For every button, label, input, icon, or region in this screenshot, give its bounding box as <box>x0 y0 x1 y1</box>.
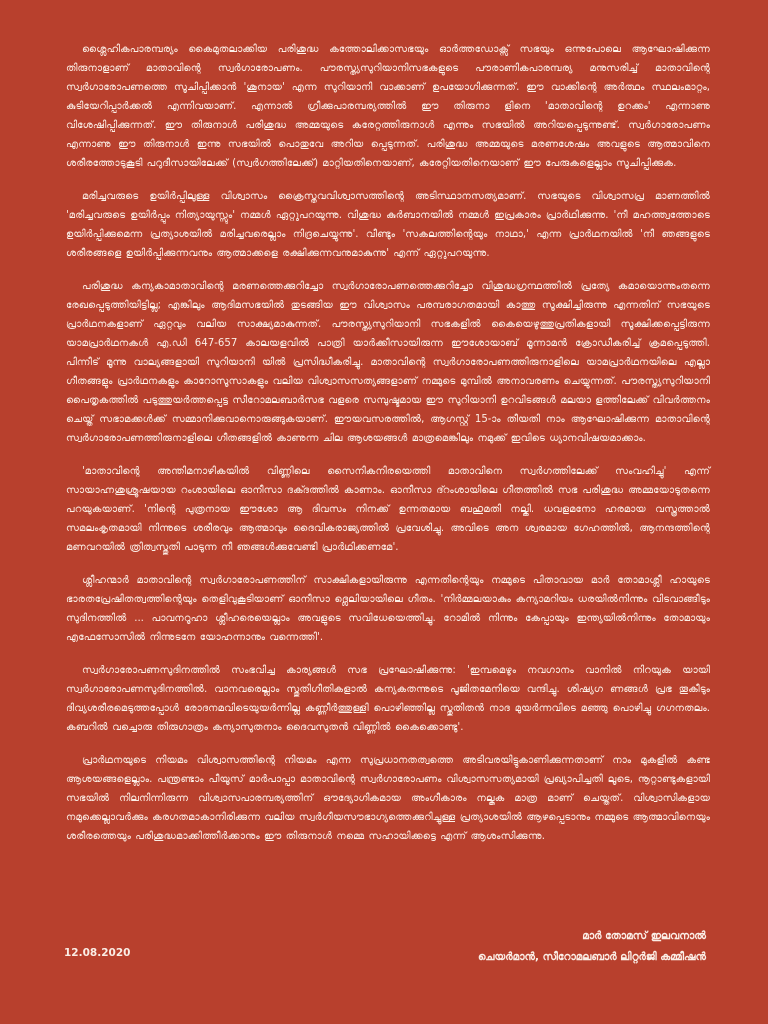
signatory-title: ചെയർമാൻ, സീറോമലബാർ ലിറ്റർജി കമ്മീഷൻ <box>477 951 706 963</box>
signature-block <box>478 926 706 968</box>
article-paragraph: പ്രാർഥനയുടെ നിയമം വിശ്വാസത്തിന്റെ നിയമം എന്ന സുപ്രധാനതത്വത്തെ അടിവരയിട്ടുകാണിക്കുന്നതാണ് നാം മുകളിൽ കണ്ട ആശയങ്ങളെല്ലാം. പന്ത്രണ്ടാം പീയൂസ് മാർപാപ്പാ മാതാവിന്റെ സ്വർഗാരോപണം വിശ്വാസസത്യമായി പ്രഖ്യാപിച്ചതി ലൂടെ, നൂറ്റാണ്ടുകളായി സഭയിൽ നിലനിന്നിരുന്ന വിശ്വാസപാരമ്പര്യത്തിന് ഔദ്യോഗികമായ അംഗീകാരം നല്കുക മാത്ര മാണ് ചെയ്തത്. വിശ്വാസികളായ നമുക്കെല്ലാവർക്കും കരഗതമാകാനിരിക്കുന്ന വലിയ സ്വർഗീയസൗഭാഗ്യത്തെക്കുറിച്ചുള്ള പ്രത്യാശയിൽ ആഴപ്പെടാനും നമ്മുടെ ആത്മാവിനെയും ശരീരത്തെയും പരിശുദ്ധമാക്കിത്തീർക്കാനും ഈ തിരുനാൾ നമ്മെ സഹായിക്കട്ടെ എന്ന് ആശംസിക്കുന്നു. <box>66 755 710 842</box>
article-paragraph: 'മാതാവിന്റെ അന്തിമനാഴികയിൽ വിണ്ണിലെ സൈനികനിരയെത്തി മാതാവിനെ സ്വർഗത്തിലേക്ക് സംവഹിച്ചു' എന്ന് സായാഹ്നശുശ്രൂഷയായ റംശായിലെ ഓനീസാ ദക്ദത്തിൽ കാണാം. ഓനീസാ ദ്റംശായിലെ ഗീതത്തിൽ സഭ പരിശുദ്ധ അമ്മയോടുതന്നെ പറയുകയാണ്. 'നിന്റെ പുത്രനായ ഈശോ ആ ദിവസം നിനക്ക് ഉന്നതമായ ബഹുമതി നല്കി. ധവളമനോ ഹരമായ വസ്ത്രത്താൽ സമലംകൃതമായി നിന്നുടെ ശരീരവും ആത്മാവും ദൈവികരാജ്യത്തിൽ പ്രവേശിച്ചു. അവിടെ അന ശ്വരമായ ഗേഹത്തിൽ, ആനന്ദത്തിന്റെ മണവറയിൽ ത്രിത്വസ്തുതി പാടുന്ന നീ ഞങ്ങൾക്കുവേണ്ടി പ്രാർഥിക്കണമേ'. <box>66 466 710 553</box>
document-date: 12.08.2020 <box>64 947 131 959</box>
article-paragraph: ശ്ലൈഹികപാരമ്പര്യം കൈമുതലാക്കിയ പരിശുദ്ധ കത്തോലിക്കാസഭയും ഓർത്തഡോക്സ് സഭയും ഒന്നുപോലെ ആഘോഷിക്കുന്ന തിരുനാളാണ് മാതാവിന്റെ സ്വർഗാരോപണം. പൗരസ്ത്യസുറിയാനിസഭകളുടെ പൗരാണികപാരമ്പര്യ മനുസരിച്ച് മാതാവിന്റെ സ്വർഗാരോപണത്തെ സൂചിപ്പിക്കാൻ 'ശൂനായ' എന്ന സുറിയാനി വാക്കാണ് ഉപയോഗിക്കുന്നത്. ഈ വാക്കിന്റെ അർത്ഥം സ്ഥലംമാറ്റം, കുടിയേറിപ്പാർക്കൽ എന്നിവയാണ്. എന്നാൽ ഗ്രീക്കുപാരമ്പര്യത്തിൽ ഈ തിരുനാ ളിനെ 'മാതാവിന്റെ ഉറക്കം' എന്നാണു വിശേഷിപ്പിക്കുന്നത്. ഈ തിരുനാൾ പരിശുദ്ധ അമ്മയുടെ കരേറ്റത്തിരുനാൾ എന്നും സഭയിൽ അറിയപ്പെടുന്നുണ്ട്. സ്വർഗാരോപണം എന്നാണു ഈ തിരുനാൾ ഇന്നു സഭയിൽ പൊതുവേ അറിയ പ്പെടുന്നത്. പരിശുദ്ധ അമ്മയുടെ മരണശേഷം അവളുടെ ആത്മാവിനെ ശരീരത്തോടുകൂടി പറുദീസായിലേക്ക് (സ്വർഗത്തിലേക്ക്) മാറ്റിയതിനെയാണ്, കരേറ്റിയതിനെയാണ് ഈ പേരുകളെല്ലാം സൂചിപ്പിക്കുക. <box>66 44 710 169</box>
signatory-name: മാർ തോമസ് ഇലവനാൽ <box>582 930 706 942</box>
article-paragraph: ശ്ലീഹന്മാർ മാതാവിന്റെ സ്വർഗാരോപണത്തിന് സാക്ഷികളായിരുന്നു എന്നതിന്റെയും നമ്മുടെ പിതാവായ മാർ തോമാശ്ലീ ഹായുടെ ഭാരതപ്രേഷിതത്വത്തിന്റെയും തെളിവുകൂടിയാണ് ഓനീസാ ദ്ലെലിയായിലെ ഗീതം. 'നിർമ്മലയാകും കന്യാമറിയം ധരയിൽനിന്നും വിടവാങ്ങീടും സുദിനത്തിൽ ... പാവനറൂഹാ ശ്ലീഹരെയെല്ലാം അവളുടെ സവിധേയെത്തിച്ചു. റോമിൽ നിന്നും കേപ്പായും ഇന്ത്യയിൽനിന്നും തോമായും എഫേസോസിൽ നിന്നുടനേ യോഹന്നാനും വന്നെത്തി'. <box>66 575 710 643</box>
article-paragraph: സ്വർഗാരോപണസുദിനത്തിൽ സംഭവിച്ച കാര്യങ്ങൾ സഭ പ്രഘോഷിക്കുന്നു: 'ഇമ്പമെഴും നവഗാനം വാനിൽ നിറയുക യായി സ്വർഗാരോപണസുദിനത്തിൽ. വാനവരെല്ലാം സ്തുതിഗീതികളാൽ കന്യകതന്നുടെ പൂജിതമേനിയെ വന്ദിച്ചു. ശിഷ്യഗ ണങ്ങൾ പ്രഭ തൂകീടും ദിവ്യശരീരമെടുത്തപ്പോൾ രോദനമവിടെയുയർന്നില്ല കണ്ണീർത്തുള്ളി പൊഴിഞ്ഞില്ല സ്തുതിതൻ നാദ മുയർന്നവിടെ മഞ്ഞു പൊഴിച്ചു ഗഗനതലം. കബറിൽ വച്ചൊരു തിരുഗാത്രം കന്യാസുതനാം ദൈവസുതൻ വിണ്ണിൽ കൈക്കൊണ്ടു'. <box>66 665 710 733</box>
article-body <box>66 40 710 860</box>
article-paragraph: പരിശുദ്ധ കന്യകാമാതാവിന്റെ മരണത്തെക്കുറിച്ചോ സ്വർഗാരോപണത്തെക്കുറിച്ചോ വിശുദ്ധഗ്രന്ഥത്തിൽ പ്രത്യേ കമായൊന്നുംതന്നെ രേഖപ്പെടുത്തിയിട്ടില്ല; എങ്കിലും ആദിമസഭയിൽ തുടങ്ങിയ ഈ വിശ്വാസം പരമ്പരാഗതമായി കാത്തു സൂക്ഷിച്ചിരുന്നു എന്നതിന് സഭയുടെ പ്രാർഥനകളാണ് ഏറ്റവും വലിയ സാക്ഷ്യമാകുന്നത്. പൗരസ്ത്യസുറിയാനി സഭകളിൽ കൈയെഴുത്തുപ്രതികളായി സൂക്ഷിക്കപ്പെട്ടിരുന്ന യാമപ്രാർഥനകൾ എ.ഡി 647-657 കാലയളവിൽ പാത്രി യാർക്കീസായിരുന്ന ഈശോയാബ് മൂന്നാമൻ ക്രോഡീകരിച്ച് ക്രമപ്പെടുത്തി. പിന്നീട് മൂന്നു വാല്യങ്ങളായി സുറിയാനി യിൽ പ്രസിദ്ധീകരിച്ചു. മാതാവിന്റെ സ്വർഗാരോപണത്തിരുനാളിലെ യാമപ്രാർഥനയിലെ എല്ലാ ഗീതങ്ങളും പ്രാർഥനകളും കാറോസൂസാകളും വലിയ വിശ്വാസസത്യങ്ങളാണ് നമ്മുടെ മുമ്പിൽ അനാവരണം ചെയ്യുന്നത്. പൗരസ്ത്യസുറിയാനി പൈതൃകത്തിൽ പടുത്തുയർത്തപ്പെട്ട സീറോമലബാർസഭ വളരെ സമ്പുഷ്ടമായ ഈ സുറിയാനി ഉറവിടങ്ങൾ മലയാ ളത്തിലേക്ക് വിവർത്തനം ചെയ്ത് സഭാമക്കൾക്ക് സമ്മാനിക്കുവാനൊരുങ്ങുകയാണ്. ഈയവസരത്തിൽ, ആഗസ്റ്റ് 15-ാം തീയതി നാം ആഘോഷിക്കുന്ന മാതാവിന്റെ സ്വർഗാരോപണത്തിരുനാളിലെ ഗീതങ്ങളിൽ കാണുന്ന ചില ആശയങ്ങൾ മാത്രമെങ്കിലും നമുക്ക് ഇവിടെ ധ്യാനവിഷയമാക്കാം. <box>66 281 710 444</box>
article-paragraph: മരിച്ചവരുടെ ഉയിർപ്പിലുള്ള വിശ്വാസം ക്രൈസ്തവവിശ്വാസത്തിന്റെ അടിസ്ഥാനസത്യമാണ്. സഭയുടെ വിശ്വാസപ്ര മാണത്തിൽ 'മരിച്ചവരുടെ ഉയിർപ്പും നിത്യായുസ്സും' നമ്മൾ ഏറ്റുപറയുന്നു. വിശുദ്ധ കുർബാനയിൽ നമ്മൾ ഇപ്രകാരം പ്രാർഥിക്കുന്നു. 'നീ മഹത്ത്വത്തോടെ ഉയിർപ്പിക്കുമെന്ന പ്രത്യാശയിൽ മരിച്ചവരെല്ലാം നിദ്രചെയ്യുന്നു'. വീണ്ടും 'സകലത്തിന്റെയും നാഥാ,' എന്ന പ്രാർഥനയിൽ 'നീ ഞങ്ങളുടെ ശരീരങ്ങളെ ഉയിർപ്പിക്കുന്നവനും ആത്മാക്കളെ രക്ഷിക്കുന്നവനുമാകുന്നു' എന്ന് ഏറ്റുപറയുന്നു. <box>66 191 710 259</box>
